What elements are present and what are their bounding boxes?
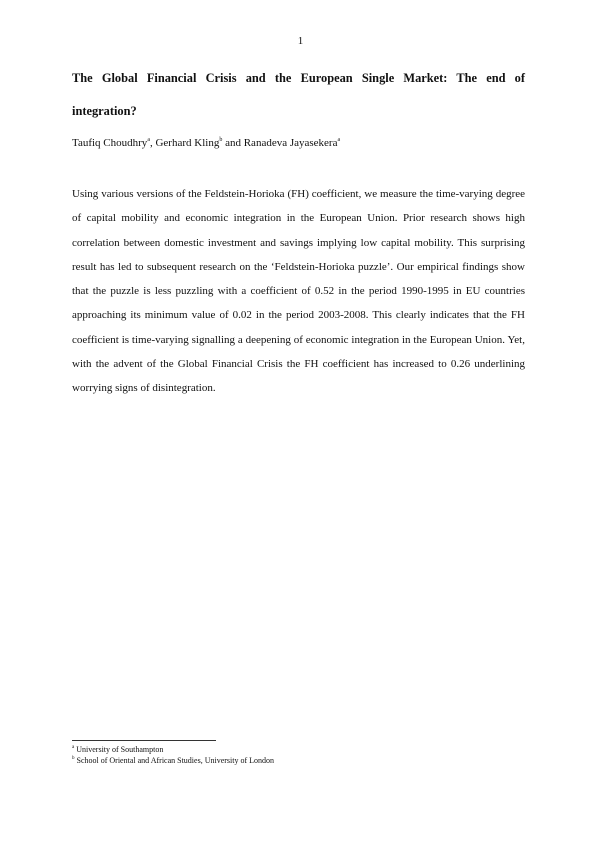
author-separator: and (222, 137, 244, 149)
footnote (72, 755, 525, 766)
author-affiliation-mark: a (147, 137, 150, 143)
author-affiliation-mark: a (337, 137, 341, 143)
page-number: 1 (297, 35, 304, 47)
paper-title: The Global Financial Crisis and the European Single Market: The end of integration? (72, 71, 525, 118)
footnote-text: School of Oriental and African Studies, University of London (76, 756, 275, 765)
footnote-mark: a (72, 745, 75, 750)
author-list (72, 135, 525, 151)
footnote-divider (72, 740, 216, 741)
footnote-text: University of Southampton (76, 745, 164, 754)
author-name: Taufiq Choudhry (72, 137, 148, 149)
abstract-paragraph: Using various versions of the Feldstein-Horioka (FH) coefficient, we measure the time-varying degree of capital mobility and economic integration in the European Union. Prior research shows high correlation between domestic investment and savings implying low capital mobility. This surprising result has led to subsequent research on the ‘Feldstein-Horioka puzzle’. Our empirical findings show that the puzzle is less puzzling with a coefficient of 0.52 in the period 1990-1995 in EU countries approaching its minimum value of 0.02 in the period 2003-2008. This clearly indicates that the FH coefficient is time-varying signalling a deepening of economic integration in the European Union. Yet, with the advent of the Global Financial Crisis the FH coefficient has increased to 0.26 underlining worrying signs of disintegration. (72, 188, 525, 395)
author-affiliation-mark: b (219, 137, 223, 143)
footnote (72, 744, 525, 755)
footnotes (72, 744, 525, 766)
footnote-mark: b (72, 756, 75, 761)
author-separator: , (149, 137, 156, 149)
author-name: Gerhard Kling (155, 137, 220, 149)
author-name: Ranadeva Jayasekera (243, 137, 338, 149)
